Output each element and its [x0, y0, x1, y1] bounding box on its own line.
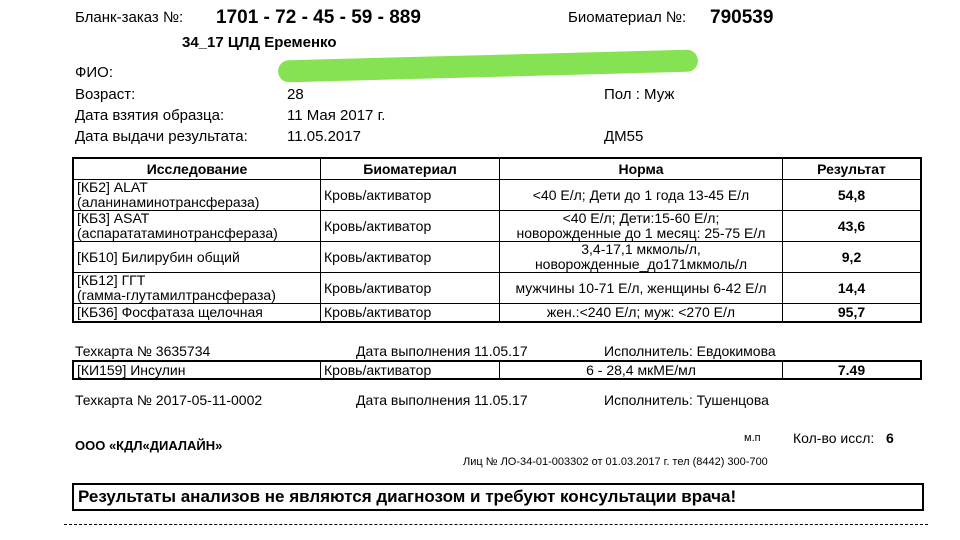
biomaterial-cell: Кровь/активатор [321, 180, 500, 211]
column-header-norm: Норма [500, 158, 783, 180]
column-header-biomaterial: Биоматериал [321, 158, 500, 180]
table-row [73, 211, 921, 242]
norm-cell: <40 Е/л; Дети:15-60 Е/л; новорожденные до 1 месяц: 25-75 Е/л [500, 211, 783, 242]
blank-order-label: Бланк-заказ №: [75, 9, 184, 26]
executor: Исполнитель: Тушенцова [604, 392, 769, 408]
fio-label: ФИО: [75, 64, 114, 81]
organization-name: ООО «КДЛ«ДИАЛАЙН» [75, 438, 223, 453]
cut-line-divider [64, 524, 928, 525]
result-cell: 54,8 [783, 180, 922, 211]
sample-date-value: 11 Мая 2017 г. [287, 107, 386, 124]
techcard-number: Техкарта № 2017-05-11-0002 [75, 392, 263, 408]
result-cell: 7.49 [783, 361, 922, 379]
sample-date-label: Дата взятия образца: [75, 107, 225, 124]
test-name: [КБ12] ГГТ (гамма-глутамилтрансфераза) [73, 273, 321, 304]
test-count-value: 6 [886, 430, 894, 446]
column-header-test: Исследование [73, 158, 321, 180]
test-name: [КБ36] Фосфатаза щелочная [73, 304, 321, 322]
norm-cell: 3,4-17,1 мкмоль/л, новорожденные_до171мкмоль/л [500, 242, 783, 273]
biomaterial-cell: Кровь/активатор [321, 242, 500, 273]
redaction-marker [278, 50, 698, 83]
biomaterial-number: 790539 [710, 7, 774, 28]
table-row [73, 304, 921, 322]
table-row [73, 273, 921, 304]
patient-code: ДМ55 [604, 128, 644, 145]
table-header-row [73, 158, 921, 180]
test-name: [КИ159] Инсулин [73, 361, 321, 379]
executor: Исполнитель: Евдокимова [604, 343, 776, 359]
techcard-number: Техкарта № 3635734 [75, 343, 211, 359]
age-value: 28 [287, 86, 304, 103]
sex-value: Пол : Муж [604, 86, 675, 103]
test-count-label: Кол-во иссл: [793, 430, 875, 446]
test-name: [КБ3] ASAT (аспарататаминотрансфераза) [73, 211, 321, 242]
table-row [73, 242, 921, 273]
result-cell: 95,7 [783, 304, 922, 322]
table-row [73, 361, 921, 379]
license-info: Лиц № ЛО-34-01-003302 от 01.03.2017 г. тел (8442) 300-700 [463, 456, 768, 468]
norm-cell: 6 - 28,4 мкМЕ/мл [500, 361, 783, 379]
warning-banner: Результаты анализов не являются диагнозом и требуют консультации врача! [72, 483, 924, 511]
biomaterial-label: Биоматериал №: [568, 9, 687, 26]
biomaterial-cell: Кровь/активатор [321, 361, 500, 379]
test-name: [КБ2] ALAT (аланинаминотрансфераза) [73, 180, 321, 211]
norm-cell: мужчины 10-71 Е/л, женщины 6-42 Е/л [500, 273, 783, 304]
column-header-result: Результат [783, 158, 922, 180]
result-cell: 14,4 [783, 273, 922, 304]
norm-cell: жен.:<240 Е/л; муж: <270 Е/л [500, 304, 783, 322]
lab-name: 34_17 ЦЛД Еременко [182, 34, 337, 51]
stamp-place-label: м.п [744, 432, 761, 444]
norm-cell: <40 Е/л; Дети до 1 года 13-45 Е/л [500, 180, 783, 211]
results-table [72, 157, 922, 323]
execution-date: Дата выполнения 11.05.17 [356, 343, 528, 359]
blank-order-number: 1701 - 72 - 45 - 59 - 889 [216, 7, 421, 28]
biomaterial-cell: Кровь/активатор [321, 273, 500, 304]
insulin-table [72, 360, 922, 380]
execution-date: Дата выполнения 11.05.17 [356, 392, 528, 408]
biomaterial-cell: Кровь/активатор [321, 304, 500, 322]
issue-date-value: 11.05.2017 [287, 128, 361, 145]
test-name: [КБ10] Билирубин общий [73, 242, 321, 273]
table-row [73, 180, 921, 211]
result-cell: 9,2 [783, 242, 922, 273]
issue-date-label: Дата выдачи результата: [75, 128, 248, 145]
biomaterial-cell: Кровь/активатор [321, 211, 500, 242]
age-label: Возраст: [75, 86, 136, 103]
result-cell: 43,6 [783, 211, 922, 242]
